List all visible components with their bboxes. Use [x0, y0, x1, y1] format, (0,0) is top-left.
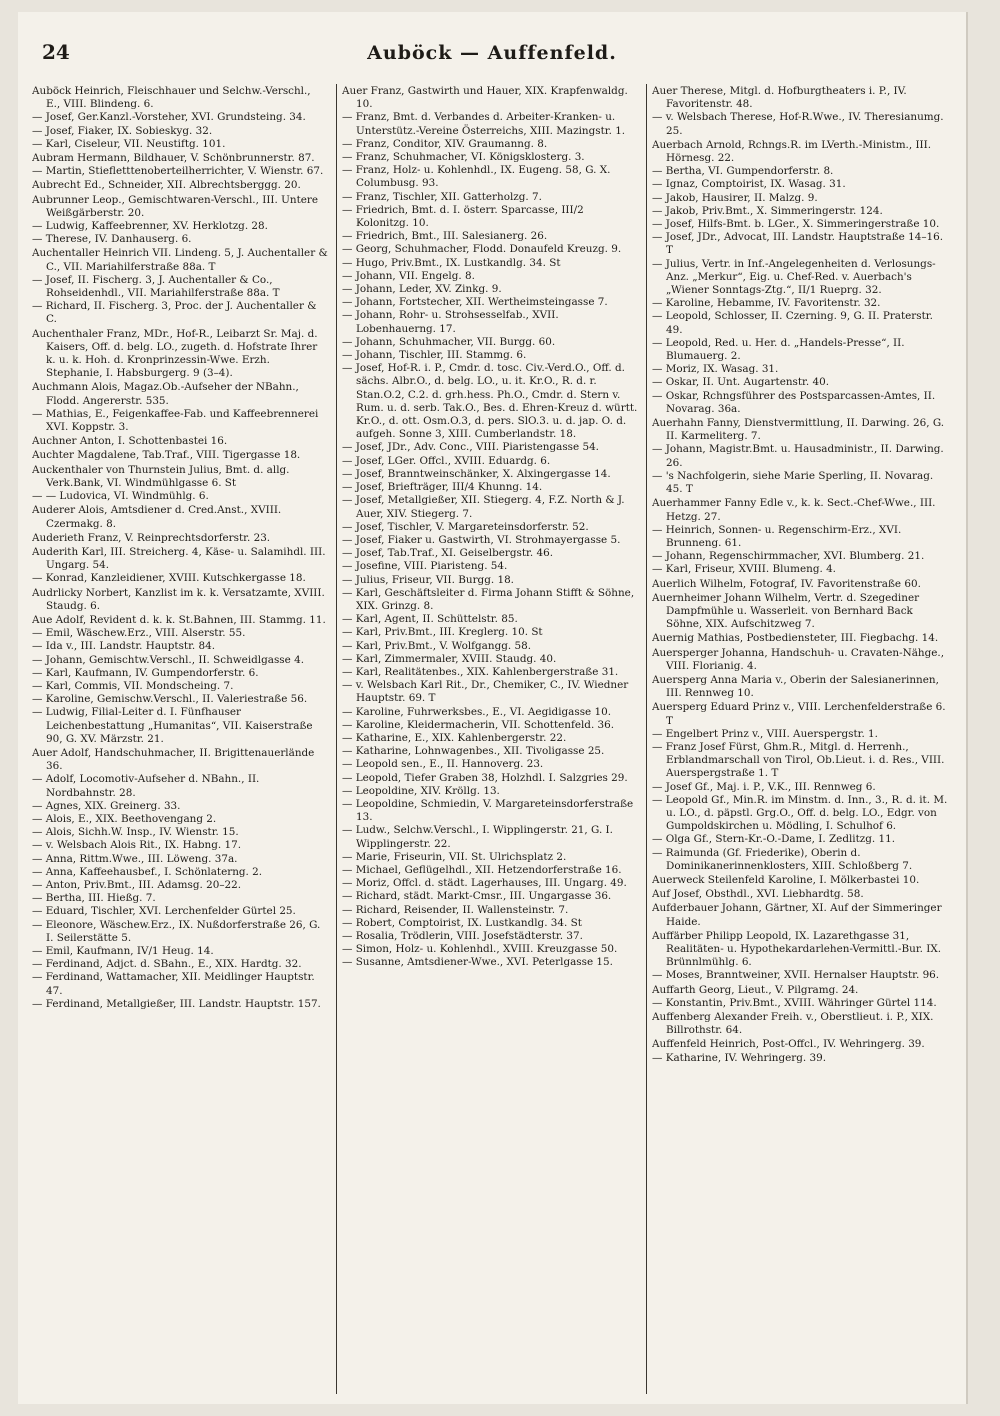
directory-entry: Auchenthaler Franz, MDr., Hof-R., Leibarzt Sr. Maj. d. Kaisers, Off. d. belg. LO., zugeth. d. Hofstrate Ihrer k. u. k. Hoh. d. Kronprinzessin-Wwe. Erzh. Stephanie, I. Habsburgerg. 9 (3–4).: [32, 327, 318, 380]
directory-entry: — Karl, Agent, II. Schüttelstr. 85.: [342, 613, 518, 626]
directory-entry: — Josef, Ger.Kanzl.-Vorsteher, XVI. Grundsteing. 34.: [32, 111, 306, 124]
directory-entry: — Konrad, Kanzleidiener, XVIII. Kutschkergasse 18.: [32, 572, 306, 585]
directory-entry: — Franz, Schuhmacher, VI. Königsklosterg. 3.: [342, 151, 585, 164]
directory-entry: Auernig Mathias, Postbediensteter, III. Fiegbachg. 14.: [652, 632, 939, 645]
directory-entry: — Johann, Tischler, III. Stammg. 6.: [342, 349, 527, 362]
directory-entry: — Alois, Sichh.W. Insp., IV. Wienstr. 15.: [32, 826, 239, 839]
directory-entry: — Johann, Gemischtw.Verschl., II. Schweidlgasse 4.: [32, 653, 305, 666]
directory-entry: — Josef, Fiaker u. Gastwirth, VI. Strohmayergasse 5.: [342, 533, 621, 546]
directory-entry: Auffenfeld Heinrich, Post-Offcl., IV. Wehringerg. 39.: [652, 1038, 925, 1051]
directory-entry: — Josef, JDr., Advocat, III. Landstr. Hauptstraße 14–16. T: [652, 231, 944, 257]
directory-entry: Auderith Karl, III. Streicherg. 4, Käse- u. Salamihdl. III. Ungarg. 54.: [32, 545, 326, 572]
directory-entry: — v. Welsbach Alois Rit., IX. Habng. 17.: [32, 839, 241, 852]
directory-entry: — Katharine, E., XIX. Kahlenbergerstr. 22.: [342, 731, 567, 744]
page-number: 24: [42, 40, 70, 64]
directory-entry: — Josef, Metallgießer, XII. Stiegerg. 4, F.Z. North & J. Auer, XIV. Stiegerg. 7.: [342, 494, 625, 520]
directory-entry: — Eduard, Tischler, XVI. Lerchenfelder Gürtel 25.: [32, 905, 296, 918]
directory-entry: Auffärber Philipp Leopold, IX. Lazarethgasse 31, Realitäten- u. Hypothekardarlehen-Vermittl.-Bur. IX. Brünnlmühlg. 6.: [652, 929, 942, 969]
directory-entry: — Moses, Branntweiner, XVII. Hernalser Hauptstr. 96.: [652, 969, 940, 982]
directory-entry: — Leopold, Schlosser, II. Czerning. 9, G. II. Praterstr. 49.: [652, 310, 933, 336]
directory-entry: — Oskar, II. Unt. Augartenstr. 40.: [652, 376, 829, 389]
directory-entry: — 's Nachfolgerin, siehe Marie Sperling, II. Novarag. 45. T: [652, 469, 934, 496]
directory-entry: Auchter Magdalene, Tab.Traf., VIII. Tigergasse 18.: [32, 449, 301, 462]
directory-entry: Auerweck Steilenfeld Karoline, I. Mölkerbastei 10.: [652, 873, 920, 886]
directory-entry: — — Ludovica, VI. Windmühlg. 6.: [32, 490, 209, 503]
directory-entry: — Konstantin, Priv.Bmt., XVIII. Währinger Gürtel 114.: [652, 996, 937, 1009]
directory-entry: — Richard, Reisender, II. Wallensteinstr. 7.: [342, 903, 569, 916]
directory-entry: — Simon, Holz- u. Kohlenhdl., XVIII. Kreuzgasse 50.: [342, 943, 618, 956]
directory-entry: Auersperger Johanna, Handschuh- u. Cravaten-Nähge., VIII. Florianig. 4.: [652, 646, 945, 672]
directory-entry: — Karoline, Hebamme, IV. Favoritenstr. 32.: [652, 297, 881, 310]
directory-entry: — Josef, JDr., Adv. Conc., VIII. Piaristengasse 54.: [342, 441, 599, 454]
directory-entry: Auer Therese, Mitgl. d. Hofburgtheaters i. P., IV. Favoritenstr. 48.: [652, 85, 907, 111]
directory-entry: — Karl, Geschäftsleiter d. Firma Johann Stifft & Söhne, XIX. Grinzg. 8.: [342, 586, 635, 612]
directory-entry: — Bertha, III. Hießg. 7.: [32, 892, 156, 905]
directory-entry: — Johann, VII. Engelg. 8.: [342, 269, 475, 282]
page-header: Auböck — Auffenfeld.: [367, 42, 617, 64]
directory-entry: — Heinrich, Sonnen- u. Regenschirm-Erz., XVI. Brunneng. 61.: [652, 523, 902, 549]
directory-entry: — Olga Gf., Stern-Kr.-O.-Dame, I. Zedlitzg. 11.: [652, 833, 896, 846]
directory-entry: — Johann, Magistr.Bmt. u. Hausadministr., II. Darwing. 26.: [652, 443, 944, 469]
directory-entry: Auffenberg Alexander Freih. v., Oberstlieut. i. P., XIX. Billrothstr. 64.: [652, 1011, 934, 1037]
directory-entry: Aubram Hermann, Bildhauer, V. Schönbrunnerstr. 87.: [32, 152, 315, 165]
directory-entry: — Rosalia, Trödlerin, VIII. Josefstädterstr. 37.: [342, 930, 583, 942]
directory-entry: Auersperg Eduard Prinz v., VIII. Lerchenfelderstraße 6. T: [652, 701, 946, 727]
directory-entry: — Anna, Rittm.Wwe., III. Löweng. 37a.: [32, 852, 238, 865]
column-1: [32, 84, 328, 1404]
directory-entry: — Julius, Vertr. in Inf.-Angelegenheiten d. Verlosungs-Anz. „Merkur“, Eig. u. Chef-Red. v. Auerbach's „Wiener Sonntags-Ztg.“, II/1 Rueprg. 32.: [652, 257, 936, 297]
directory-entry: — Jakob, Priv.Bmt., X. Simmeringerstr. 124.: [652, 204, 883, 217]
directory-entry: — Leopoldine, Schmiedin, V. Margareteinsdorferstraße 13.: [342, 797, 634, 824]
directory-entry: — Michael, Geflügelhdl., XII. Hetzendorferstraße 16.: [342, 863, 622, 876]
directory-entry: Auffarth Georg, Lieut., V. Pilgramg. 24.: [652, 983, 859, 996]
column-divider: [646, 84, 647, 1394]
directory-entry: Auchentaller Heinrich VII. Lindeng. 5, J. Auchentaller & C., VII. Mariahilferstraße 88a. T: [32, 247, 328, 273]
directory-entry: — Mathias, E., Feigenkaffee-Fab. und Kaffeebrennerei XVI. Koppstr. 3.: [32, 407, 319, 434]
directory-entry: — Ludwig, Filial-Leiter d. I. Fünfhauser Leichenbestattung „Humanitas“, VII. Kaiserstraße 90, G. XV. Märzstr. 21.: [32, 706, 313, 745]
directory-entry: Auerhammer Fanny Edle v., k. k. Sect.-Chef-Wwe., III. Hetzg. 27.: [652, 497, 936, 523]
directory-entry: — Josef, Briefträger, III/4 Khunng. 14.: [342, 481, 543, 494]
directory-entry: Auerbach Arnold, Rchngs.R. im LVerth.-Ministm., III. Hörnesg. 22.: [652, 138, 932, 165]
directory-entry: — Anton, Priv.Bmt., III. Adamsg. 20–22.: [32, 878, 242, 891]
directory-entry: — Emil, Wäschew.Erz., VIII. Alserstr. 55.: [32, 627, 246, 640]
directory-entry: Auer Franz, Gastwirth und Hauer, XIX. Krapfenwaldg. 10.: [342, 85, 628, 111]
directory-entry: Auerhahn Fanny, Dienstvermittlung, II. Darwing. 26, G. II. Karmeliterg. 7.: [652, 417, 945, 443]
directory-entry: — Karl, Zimmermaler, XVIII. Staudg. 40.: [342, 652, 557, 665]
directory-entry: — Josef, Fiaker, IX. Sobieskyg. 32.: [32, 124, 213, 137]
directory-entry: — Susanne, Amtsdiener-Wwe., XVI. Peterlgasse 15.: [342, 956, 613, 969]
directory-entry: — Richard, II. Fischerg. 3, Proc. der J. Auchentaller & C.: [32, 300, 317, 326]
directory-entry: — Johann, Schuhmacher, VII. Burgg. 60.: [342, 335, 556, 348]
directory-entry: — Therese, IV. Danhauserg. 6.: [32, 233, 192, 246]
directory-entry: — Ferdinand, Metallgießer, III. Landstr. Hauptstr. 157.: [32, 997, 321, 1010]
directory-entry: — Karoline, Fuhrwerksbes., E., VI. Aegidigasse 10.: [342, 705, 612, 718]
directory-entry: Aubrecht Ed., Schneider, XII. Albrechtsberggg. 20.: [32, 179, 301, 192]
directory-entry: — Karoline, Kleidermacherin, VII. Schottenfeld. 36.: [342, 718, 615, 731]
directory-entry: — Hugo, Priv.Bmt., IX. Lustkandlg. 34. St: [342, 256, 561, 269]
directory-entry: — Karl, Friseur, XVIII. Blumeng. 4.: [652, 563, 836, 576]
directory-entry: Aubrunner Leop., Gemischtwaren-Verschl., III. Untere Weißgärberstr. 20.: [32, 193, 319, 219]
directory-entry: Audrlicky Norbert, Kanzlist im k. k. Versatzamte, XVIII. Staudg. 6.: [32, 586, 325, 612]
directory-entry: — Leopold, Tiefer Graben 38, Holzhdl. I. Salzgries 29.: [342, 771, 628, 784]
directory-entry: — Ferdinand, Adjct. d. SBahn., E., XIX. Hardtg. 32.: [32, 958, 302, 971]
directory-entry: — Ludw., Selchw.Verschl., I. Wipplingerstr. 21, G. I. Wipplingerstr. 22.: [342, 824, 613, 850]
directory-entry: Auernheimer Johann Wilhelm, Vertr. d. Szegediner Dampfmühle u. Wasserleit. von Bernhard Back Söhne, XIX. Aufschitzweg 7.: [652, 591, 920, 631]
directory-entry: Auderieth Franz, V. Reinprechtsdorferstr. 23.: [32, 531, 271, 544]
directory-entry: — Josef, Tischler, V. Margareteinsdorferstr. 52.: [342, 520, 589, 533]
directory-entry: — Karl, Priv.Bmt., V. Wolfgangg. 58.: [342, 639, 532, 652]
directory-entry: — Johann, Regenschirmmacher, XVI. Blumberg. 21.: [652, 550, 925, 563]
directory-entry: — Franz, Conditor, XIV. Graumanng. 8.: [342, 137, 548, 150]
directory-entry: Auer Adolf, Handschuhmacher, II. Brigittenauerlände 36.: [32, 746, 315, 773]
directory-entry: — Robert, Comptoirist, IX. Lustkandlg. 34. St: [342, 916, 582, 929]
directory-entry: — Josef Gf., Maj. i. P., V.K., III. Rennweg 6.: [652, 780, 876, 793]
directory-entry: — Johann, Fortstecher, XII. Wertheimsteingasse 7.: [342, 296, 608, 309]
directory-entry: Auböck Heinrich, Fleischhauer und Selchw.-Verschl., E., VIII. Blindeng. 6.: [32, 85, 311, 111]
directory-entry: — Leopold Gf., Min.R. im Minstm. d. Inn., 3., R. d. it. M. u. LO., d. päpstl. Grg.O., Off. d. belg. LO., Edgr. von Gumpoldskirchen u. Mödling, I. Schulhof 6.: [652, 793, 948, 833]
directory-entry: — Karoline, Gemischw.Verschl., II. Valeriestraße 56.: [32, 693, 308, 706]
directory-entry: — Johann, Rohr- u. Strohsesselfab., XVII. Lobenhauerng. 17.: [342, 309, 559, 335]
directory-entry: Auf Josef, Obsthdl., XVI. Liebhardtg. 58.: [652, 888, 864, 901]
directory-entry: — Ludwig, Kaffeebrenner, XV. Herklotzg. 28.: [32, 220, 268, 233]
directory-entry: — Karl, Ciseleur, VII. Neustiftg. 101.: [32, 137, 226, 150]
directory-entry: — Bertha, VI. Gumpendorferstr. 8.: [652, 165, 834, 178]
directory-entry: — Marie, Friseurin, VII. St. Ulrichsplatz 2.: [342, 850, 567, 863]
directory-entry: Auckenthaler von Thurnstein Julius, Bmt. d. allg. Verk.Bank, VI. Windmühlgasse 6. St: [32, 463, 290, 489]
directory-entry: — Karl, Kaufmann, IV. Gumpendorferstr. 6.: [32, 666, 259, 679]
directory-entry: — Moriz, IX. Wasag. 31.: [652, 363, 779, 376]
directory-entry: Auchmann Alois, Magaz.Ob.-Aufseher der NBahn., Flodd. Angererstr. 535.: [32, 381, 299, 407]
column-2: [342, 84, 638, 1404]
directory-entry: — Leopold, Red. u. Her. d. „Handels-Presse“, II. Blumauerg. 2.: [652, 336, 905, 363]
directory-entry: — Martin, Stiefletttenoberteilherrichter, V. Wienstr. 67.: [32, 165, 324, 178]
directory-entry: — Karl, Realitätenbes., XIX. Kahlenbergerstraße 31.: [342, 665, 619, 678]
directory-entry: — Josefine, VIII. Piaristeng. 54.: [342, 560, 508, 573]
directory-entry: — Josef, II. Fischerg. 3, J. Auchentaller & Co., Rohseidenhdl., VII. Mariahilferstraße 88a. T: [32, 273, 280, 300]
directory-entry: — Josef, LGer. Offcl., XVIII. Eduardg. 6.: [342, 454, 551, 467]
directory-entry: — Richard, städt. Markt-Cmsr., III. Ungargasse 36.: [342, 890, 612, 903]
directory-entry: — Engelbert Prinz v., VIII. Auerspergstr. 1.: [652, 727, 878, 740]
directory-entry: — Leopoldine, XIV. Kröllg. 13.: [342, 784, 500, 797]
directory-entry: — Adolf, Locomotiv-Aufseher d. NBahn., II. Nordbahnstr. 28.: [32, 773, 260, 799]
directory-entry: — Raimunda (Gf. Friederike), Oberin d. Dominikanerinnenklosters, XIII. Schloßberg 7.: [652, 846, 913, 872]
directory-entry: Auderer Alois, Amtsdiener d. Cred.Anst., XVIII. Czermakg. 8.: [32, 504, 282, 530]
directory-entry: — Karl, Priv.Bmt., III. Kreglerg. 10. St: [342, 626, 543, 639]
directory-entry: — Josef, Hof-R. i. P., Cmdr. d. tosc. Civ.-Verd.O., Off. d. sächs. Albr.O., d. belg. LO., u. it. Kr.O., R. d. r. Stan.O.2, C.2. d. grh.hess. Ph.O., Cmdr. d. Stern v. Rum. u. d. serb. Tak.O., Bes. d. Ehren-Kreuz d. württ. Kr.O., d. ott. Osm.O.3, d. pers. SlO.3. u. d. jap. O. d. aufgeh. Sonne 3, XIII. Cumberlandstr. 18.: [342, 362, 638, 441]
directory-entry: — v. Welsbach Therese, Hof-R.Wwe., IV. Theresianumg. 25.: [652, 111, 944, 137]
directory-entry: — Ignaz, Comptoirist, IX. Wasag. 31.: [652, 178, 846, 191]
directory-entry: Auerlich Wilhelm, Fotograf, IV. Favoritenstraße 60.: [652, 577, 921, 590]
column-3: [652, 84, 948, 1404]
directory-entry: — Karl, Commis, VII. Mondscheing. 7.: [32, 679, 234, 692]
directory-entry: — Franz, Bmt. d. Verbandes d. Arbeiter-Kranken- u. Unterstütz.-Vereine Österreichs, XIII. Mazingstr. 1.: [342, 111, 626, 137]
directory-entry: — Friedrich, Bmt., III. Salesianerg. 26.: [342, 230, 548, 243]
directory-entry: — Franz, Tischler, XII. Gatterholzg. 7.: [342, 190, 542, 203]
directory-entry: — Eleonore, Wäschew.Erz., IX. Nußdorferstraße 26, G. I. Seilerstätte 5.: [32, 918, 321, 944]
directory-entry: — Julius, Friseur, VII. Burgg. 18.: [342, 573, 514, 586]
directory-entry: — Friedrich, Bmt. d. I. österr. Sparcasse, III/2 Kolonitzg. 10.: [342, 203, 584, 230]
directory-entry: — Johann, Leder, XV. Zinkg. 9.: [342, 283, 502, 296]
directory-entry: — Ferdinand, Wattamacher, XII. Meidlinger Hauptstr. 47.: [32, 971, 315, 997]
directory-entry: — Josef, Tab.Traf., XI. Geiselbergstr. 46.: [342, 547, 553, 560]
directory-entry: — Alois, E., XIX. Beethovengang 2.: [32, 812, 217, 825]
directory-entry: — Katharine, Lohnwagenbes., XII. Tivoligasse 25.: [342, 745, 605, 758]
directory-entry: — Emil, Kaufmann, IV/1 Heug. 14.: [32, 945, 214, 957]
directory-entry: — Georg, Schuhmacher, Flodd. Donaufeld Kreuzg. 9.: [342, 243, 622, 256]
directory-entry: — Franz, Holz- u. Kohlenhdl., IX. Eugeng. 58, G. X. Columbusg. 93.: [342, 164, 611, 190]
directory-entry: — Agnes, XIX. Greinerg. 33.: [32, 799, 181, 812]
directory-entry: — Jakob, Hausirer, II. Malzg. 9.: [652, 191, 818, 204]
directory-entry: — Josef, Branntweinschänker, X. Alxingergasse 14.: [342, 467, 611, 480]
directory-entry: — v. Welsbach Karl Rit., Dr., Chemiker, C., IV. Wiedner Hauptstr. 69. T: [342, 679, 629, 705]
directory-entry: — Katharine, IV. Wehringerg. 39.: [652, 1051, 827, 1064]
directory-entry: — Leopold sen., E., II. Hannoverg. 23.: [342, 758, 544, 771]
directory-entry: Aue Adolf, Revident d. k. k. St.Bahnen, III. Stammg. 11.: [32, 613, 326, 626]
directory-entry: Aufderbauer Johann, Gärtner, XI. Auf der Simmeringer Haide.: [652, 902, 942, 928]
directory-entry: Auersperg Anna Maria v., Oberin der Salesianerinnen, III. Rennweg 10.: [652, 673, 939, 700]
directory-entry: — Anna, Kaffeehausbef., I. Schönlaterng. 2.: [32, 865, 263, 878]
directory-entry: — Oskar, Rchngsführer des Postsparcassen-Amtes, II. Novarag. 36a.: [652, 389, 936, 415]
directory-page: [18, 12, 966, 1404]
column-divider: [336, 84, 337, 1394]
directory-entry: — Ida v., III. Landstr. Hauptstr. 84.: [32, 640, 216, 653]
directory-entry: — Moriz, Offcl. d. städt. Lagerhauses, III. Ungarg. 49.: [342, 877, 627, 890]
directory-entry: — Franz Josef Fürst, Ghm.R., Mitgl. d. Herrenh., Erblandmarschall von Tirol, Ob.Lieut. i. d. Res., VIII. Auerspergstraße 1. T: [652, 740, 945, 780]
directory-entry: Auchner Anton, I. Schottenbastei 16.: [32, 435, 228, 448]
directory-entry: — Josef, Hilfs-Bmt. b. LGer., X. Simmeringerstraße 10.: [652, 218, 940, 231]
